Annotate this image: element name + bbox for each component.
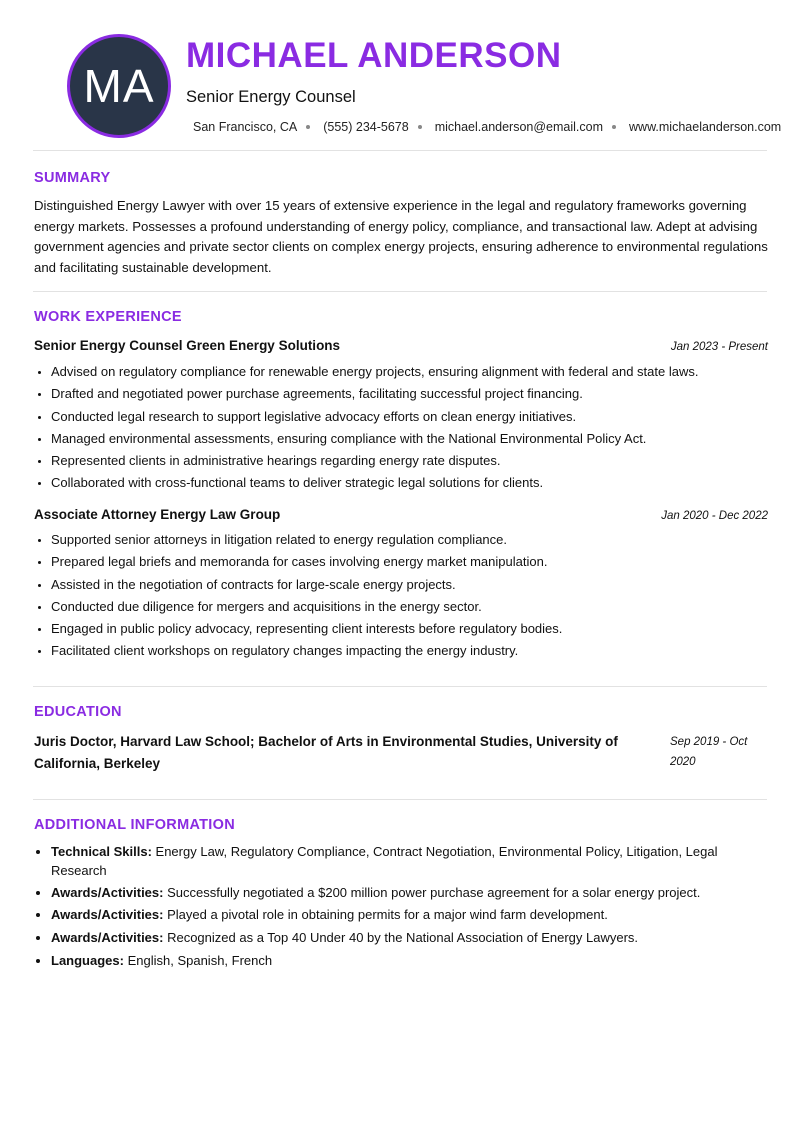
separator-dot-icon <box>612 125 616 129</box>
separator-dot-icon <box>306 125 310 129</box>
contact-website[interactable]: www.michaelanderson.com <box>629 120 782 134</box>
list-item: • Managed environmental assessments, ensuring compliance with the National Environmental Policy Act. <box>51 428 785 450</box>
candidate-role: Senior Energy Counsel <box>186 88 356 106</box>
info-label: Languages: <box>51 952 124 968</box>
section-title-experience: WORK EXPERIENCE <box>34 309 182 325</box>
list-item: • Supported senior attorneys in litigation related to energy regulation compliance. <box>51 529 785 551</box>
contact-info <box>193 120 781 134</box>
contact-email[interactable]: michael.anderson@email.com <box>434 120 604 134</box>
list-item: • Conducted legal research to support legislative advocacy efforts on clean energy initiatives. <box>51 406 785 428</box>
list-item <box>51 905 756 924</box>
education-title: Juris Doctor, Harvard Law School; Bachelor of Arts in Environmental Studies, University of California, Berkeley <box>34 734 618 771</box>
info-label: Awards/Activities: <box>51 885 164 901</box>
contact-location: San Francisco, CA <box>193 120 298 134</box>
job-title: Senior Energy Counsel Green Energy Solutions <box>34 338 341 353</box>
list-item: • Conducted due diligence for mergers and acquisitions in the energy sector. <box>51 596 785 618</box>
info-label: Awards/Activities: <box>51 907 164 923</box>
divider <box>33 291 767 292</box>
list-item: • Prepared legal briefs and memoranda for cases involving energy market manipulation. <box>51 551 785 573</box>
info-text: Recognized as a Top 40 Under 40 by the National Association of Energy Lawyers. <box>163 929 639 945</box>
list-item <box>51 883 756 902</box>
info-text: English, Spanish, French <box>123 952 273 968</box>
info-label: Awards/Activities: <box>51 929 164 945</box>
resume-header <box>33 0 782 150</box>
list-item <box>51 928 756 947</box>
divider <box>33 150 767 151</box>
job-title: Associate Attorney Energy Law Group <box>34 507 281 522</box>
section-title-education: EDUCATION <box>34 704 122 720</box>
list-item <box>51 842 756 880</box>
education-date: Sep 2019 - Oct 2020 <box>670 736 748 768</box>
list-item: • Engaged in public policy advocacy, representing client interests before regulatory bodies. <box>51 618 785 640</box>
info-label: Technical Skills: <box>51 844 152 859</box>
list-item <box>51 951 756 970</box>
section-title-summary: SUMMARY <box>34 170 111 186</box>
job-bullets <box>34 529 785 663</box>
avatar <box>67 34 171 138</box>
contact-phone: (555) 234-5678 <box>323 120 409 134</box>
info-text: Successfully negotiated a $200 million power purchase agreement for a solar energy project. <box>163 885 701 901</box>
job-header <box>34 338 768 353</box>
divider <box>33 686 767 687</box>
avatar-initials: MA <box>83 60 155 112</box>
job-date: Jan 2023 - Present <box>670 341 768 353</box>
list-item: • Advised on regulatory compliance for renewable energy projects, ensuring alignment with federal and state laws. <box>51 361 785 383</box>
list-item: • Collaborated with cross-functional teams to deliver strategic legal solutions for clients. <box>51 472 785 494</box>
job-date: Jan 2020 - Dec 2022 <box>661 510 768 522</box>
candidate-name: MICHAEL ANDERSON <box>186 36 562 75</box>
divider <box>33 799 767 800</box>
list-item: • Assisted in the negotiation of contracts for large-scale energy projects. <box>51 574 785 596</box>
additional-info-list <box>34 842 756 973</box>
info-text: Energy Law, Regulatory Compliance, Contract Negotiation, Environmental Policy, Litigation, Legal Research <box>51 844 718 878</box>
list-item: • Drafted and negotiated power purchase agreements, facilitating successful project financing. <box>51 383 785 405</box>
job-header <box>34 507 768 522</box>
job-bullets <box>34 361 785 495</box>
list-item: • Facilitated client workshops on regulatory changes impacting the energy industry. <box>51 640 785 662</box>
section-title-additional: ADDITIONAL INFORMATION <box>34 817 235 833</box>
info-text: Played a pivotal role in obtaining permits for a major wind farm development. <box>163 907 608 923</box>
separator-dot-icon <box>418 125 422 129</box>
list-item: • Represented clients in administrative hearings regarding energy rate disputes. <box>51 450 785 472</box>
summary-text: Distinguished Energy Lawyer with over 15 years of extensive experience in the legal and regulatory frameworks governing energy markets. Possesses a profound understanding of energy policy, compliance, and transactional law. Adept at advising government agencies and private sector clients on complex energy projects, ensuring adherence to environmental regulations and facilitating sustainable development. <box>34 198 768 275</box>
